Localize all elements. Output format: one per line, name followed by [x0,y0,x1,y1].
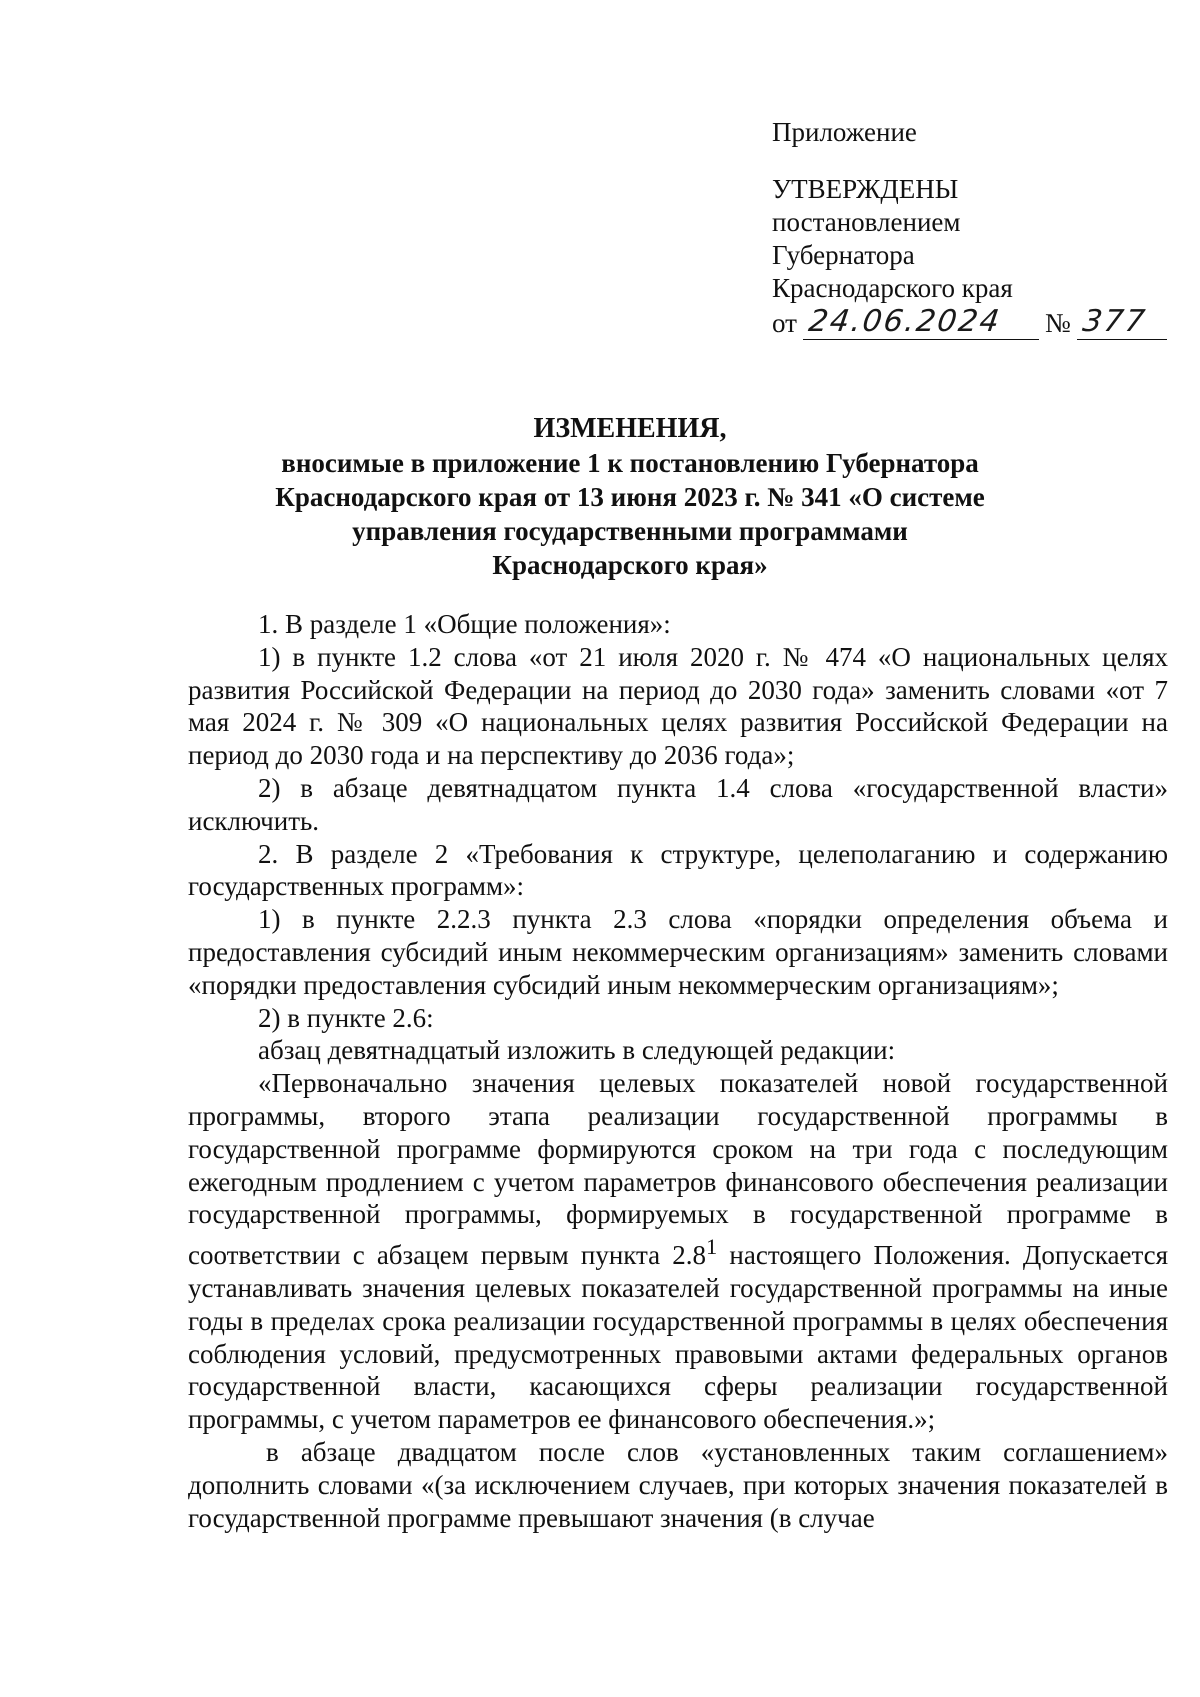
approved-label: УТВЕРЖДЕНЫ [772,174,959,204]
document-body [188,608,1168,1534]
date-field [803,305,1039,340]
paragraph-8-part-b: настоящего Положения. Допускается устанавливать значения целевых показателей государственной программы на иные годы в пределах срока реализации государственной программы в целях обеспечения соблюдения условий, предусмотренных правовыми актами федеральных органов государственной власти, касающихся сферы реализации государственной программы, с учетом параметров ее финансового обеспечения.»; [188,1240,1168,1435]
title-line-4: управления государственными программами [352,516,908,546]
approved-by-line-3: Краснодарского края [772,273,1013,303]
paragraph-8-superscript: 1 [706,1234,718,1260]
paragraph-8 [188,1067,1168,1436]
number-field [1077,305,1167,340]
title-main: ИЗМЕНЕНИЯ, [533,413,727,444]
paragraph-7: абзац девятнадцатый изложить в следующей редакции: [258,1035,896,1066]
title-line-5: Краснодарского края» [492,550,768,580]
paragraph-5: 1) в пункте 2.2.3 пункта 2.3 слова «порядки определения объема и предоставления субсидий иным некоммерческим организациям» заменить словами «порядки предоставления субсидий иным некоммерческим организациям»; [188,904,1168,1000]
approval-block [772,116,1173,340]
approved-by-line-2: Губернатора [772,240,915,270]
title-line-2: вносимые в приложение 1 к постановлению Губернатора [281,448,979,478]
document-title [180,412,1080,582]
paragraph-2: 1) в пункте 1.2 слова «от 21 июля 2020 г. № 474 «О национальных целях развития Российской Федерации на период до 2030 года» заменить словами «от 7 мая 2024 г. № 309 «О национальных целях развития Российской Федерации на период до 2030 года и на перспективу до 2036 года»; [188,641,1168,771]
date-prefix: от [772,308,797,338]
paragraph-1: 1. В разделе 1 «Общие положения»: [258,609,671,639]
paragraph-3: 2) в абзаце девятнадцатом пункта 1.4 слова «государственной власти» исключить. [188,772,1168,836]
date-number-line [772,305,1173,340]
paragraph-6: 2) в пункте 2.6: [258,1002,434,1033]
paragraph-9: в абзаце двадцатом после слов «установленных таким соглашением» дополнить словами «(за исключением случаев, при которых значения показателей в государственной программе превышают значения (в случае [188,1436,1168,1533]
approved-by-line-1: постановлением [772,207,961,237]
appendix-label: Приложение [772,117,917,147]
paragraph-8-part-a: «Первоначально значения целевых показателей новой государственной программы, второго этапа реализации государственной программы в государственной программе формируются сроком на три года с последующим ежегодным продлением с учетом параметров финансового обеспечения реализации государственной программы, формируемых в государственной программе в соответствии с абзацем первым пункта 2.8 [188,1068,1168,1271]
handwritten-number: 377 [1080,304,1149,339]
title-line-3: Краснодарского края от 13 июня 2023 г. № 341 «О системе [275,482,985,512]
number-prefix: № [1044,308,1071,338]
handwritten-date: 24.06.2024 [806,304,1004,339]
paragraph-4: 2. В разделе 2 «Требования к структуре, целеполаганию и содержанию государственных программ»: [188,838,1168,902]
